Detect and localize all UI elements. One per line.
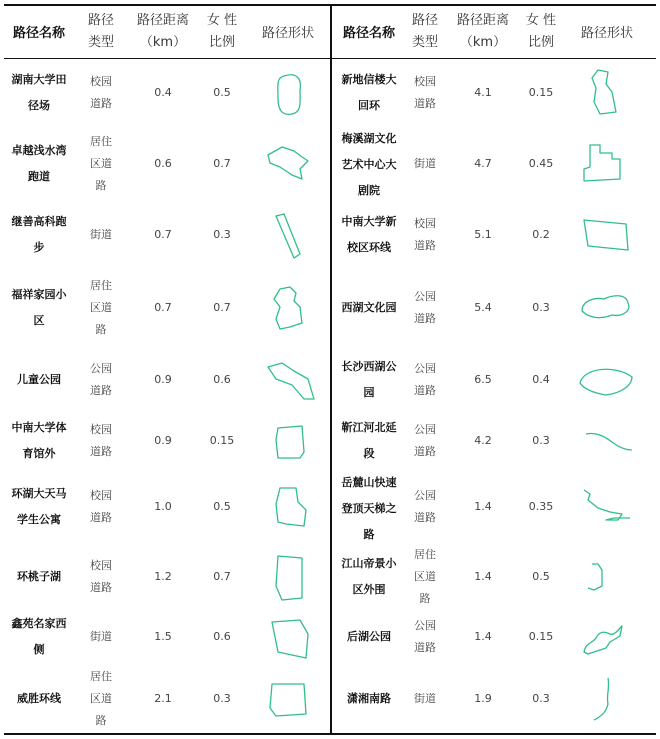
route-path: [586, 433, 632, 450]
route-path: [584, 220, 628, 250]
route-type-line: 校园: [414, 74, 436, 88]
route-type-line: 道路: [414, 511, 436, 524]
route-name-line: 段: [363, 447, 375, 460]
route-name-line: 儿童公园: [17, 373, 61, 386]
route-name-line: 区外围: [352, 582, 386, 596]
route-path: [584, 145, 620, 181]
route-shape-irregular-square: [262, 482, 322, 532]
route-path: [274, 287, 302, 329]
route-type-line: 道路: [90, 511, 112, 524]
route-type: [76, 131, 126, 197]
female-ratio: 0.7: [213, 569, 231, 583]
route-shape-svg: [572, 674, 640, 724]
route-shape-irregular-loop: [262, 139, 322, 189]
route-distance: 0.9: [154, 434, 172, 447]
route-type: [400, 286, 450, 330]
route-type: [76, 71, 126, 115]
route-name: [4, 686, 74, 712]
route-distance: 1.5: [154, 630, 172, 643]
female-ratio: 0.6: [213, 630, 231, 643]
route-type-line: 街道: [414, 692, 436, 705]
route-name: [334, 354, 404, 406]
route-name-line: 鑫苑名家西: [11, 617, 67, 630]
route-path: [276, 488, 306, 526]
route-type-line: 道路: [414, 96, 436, 110]
female-ratio: 0.3: [213, 228, 231, 241]
route-name-line: 梅溪湖文化: [341, 132, 397, 145]
route-shape-svg: [262, 552, 322, 602]
female-ratio: 0.45: [528, 157, 554, 170]
route-name-line: 步: [33, 241, 45, 254]
route-type-line: 道路: [90, 580, 112, 594]
route-type-line: 路: [419, 592, 431, 605]
route-name-line: 江山帝景小: [341, 556, 397, 570]
female-ratio: 0.2: [532, 228, 550, 241]
route-shape-svg: [572, 416, 640, 466]
route-type-line: 路: [95, 179, 107, 192]
route-type: [76, 666, 126, 732]
route-type: [400, 615, 450, 659]
route-type-line: 街道: [414, 157, 436, 170]
route-shape-arc-line: [572, 416, 640, 466]
route-name-line: 区: [33, 314, 45, 327]
route-name: [4, 209, 74, 261]
route-shape-wave-loop: [572, 612, 640, 662]
route-name: [4, 611, 74, 663]
route-type-line: 校园: [414, 217, 436, 230]
route-path: [276, 556, 302, 600]
route-type: [400, 71, 450, 115]
route-name-line: 环湖大天马: [11, 487, 67, 500]
female-ratio: 0.7: [213, 301, 231, 314]
route-type-line: 路: [95, 714, 107, 727]
route-name-line: 登顶天梯之: [341, 502, 397, 515]
route-shape-svg: [262, 416, 322, 466]
header-name-left: 路径名称: [12, 26, 65, 41]
route-type-line: 公园: [414, 489, 436, 502]
route-shape-rectangle-loop: [572, 210, 640, 260]
route-type-line: 道路: [414, 239, 436, 252]
female-ratio: 0.6: [213, 373, 231, 386]
route-path: [592, 70, 616, 114]
route-shape-svg: [262, 612, 322, 662]
female-ratio: 0.3: [532, 434, 550, 447]
route-name: [334, 415, 404, 467]
route-type-line: 居住: [90, 670, 112, 683]
route-name: [334, 67, 404, 119]
header-shape-left: 路径形状: [261, 26, 314, 41]
header-distance-right: 路径距离 （km）: [456, 13, 509, 50]
route-name-line: 福祥家园小: [11, 288, 67, 301]
route-type-line: 道路: [414, 312, 436, 325]
route-name-line: 继善高科跑: [11, 215, 67, 228]
route-name-line: 潇湘南路: [347, 692, 391, 705]
route-name: [334, 209, 404, 261]
route-name: [4, 415, 74, 467]
route-distance: 4.7: [474, 157, 492, 170]
route-name-line: 卓越浅水湾: [11, 144, 67, 157]
route-name: [334, 470, 404, 548]
route-name-line: 园: [363, 386, 375, 399]
route-name-line: 跑道: [28, 170, 50, 183]
route-name-line: 环桃子湖: [17, 569, 61, 583]
route-name: [334, 295, 404, 321]
route-shape-svg: [262, 355, 322, 405]
route-distance: 0.7: [154, 228, 172, 241]
route-shape-svg: [262, 283, 322, 333]
route-type: [400, 485, 450, 529]
route-shape-svg: [572, 283, 640, 333]
female-ratio: 0.5: [213, 85, 231, 99]
route-distance: 4.2: [474, 434, 492, 447]
route-name-line: 西湖文化园: [341, 301, 397, 314]
route-distance: 2.1: [154, 692, 172, 705]
route-type: [76, 555, 126, 599]
route-shape-wide-rectangle: [262, 674, 322, 724]
route-type: [76, 485, 126, 529]
female-ratio: 0.15: [528, 630, 554, 643]
route-type-line: 区道: [90, 301, 112, 314]
route-path: [588, 564, 602, 590]
route-shape-svg: [262, 68, 322, 118]
header-female-left: 女 性 比例: [206, 13, 238, 50]
route-distance: 4.1: [474, 85, 492, 99]
route-distance: 0.6: [154, 157, 172, 170]
route-type-line: 道路: [90, 96, 112, 110]
route-type-line: 公园: [414, 362, 436, 375]
route-distance: 1.4: [474, 500, 492, 513]
route-name-line: 长沙西湖公: [341, 360, 397, 373]
route-name-line: 威胜环线: [17, 692, 61, 705]
route-distance: 1.4: [474, 630, 492, 643]
route-distance: 1.9: [474, 692, 492, 705]
route-name-line: 校区环线: [347, 241, 391, 254]
route-path: [584, 490, 630, 520]
female-ratio: 0.35: [528, 500, 554, 513]
route-type: [76, 419, 126, 463]
route-path: [270, 684, 306, 716]
route-shape-svg: [572, 612, 640, 662]
route-type-line: 街道: [90, 630, 112, 643]
route-shape-diagonal-strip: [262, 210, 322, 260]
route-type-line: 公园: [414, 423, 436, 436]
route-shape-cloud-loop: [572, 283, 640, 333]
route-path: [278, 74, 301, 114]
route-shape-blob-loop: [262, 283, 322, 333]
route-type-line: 路: [95, 323, 107, 336]
female-ratio: 0.3: [532, 301, 550, 314]
route-name: [334, 686, 404, 712]
route-type-line: 校园: [90, 423, 112, 436]
route-name: [4, 282, 74, 334]
route-type-line: 道路: [414, 641, 436, 654]
route-type-line: 校园: [90, 489, 112, 502]
route-shape-svg: [572, 552, 640, 602]
route-shape-slanted-square: [262, 612, 322, 662]
route-shape-rounded-square: [262, 416, 322, 466]
header-shape-right: 路径形状: [580, 26, 633, 41]
route-type-line: 道路: [414, 384, 436, 397]
route-distance: 6.5: [474, 373, 492, 386]
route-type: [400, 688, 450, 710]
route-distance: 0.4: [154, 85, 172, 99]
route-name: [4, 367, 74, 393]
route-type-line: 居住: [90, 135, 112, 148]
route-name-line: 径场: [28, 98, 50, 112]
route-name-line: 岳麓山快速: [341, 476, 397, 489]
route-path: [268, 147, 308, 179]
route-path: [594, 678, 609, 720]
route-shape-svg: [572, 210, 640, 260]
route-shape-hook-line: [572, 552, 640, 602]
female-ratio: 0.7: [213, 157, 231, 170]
route-name-line: 侧: [33, 643, 45, 656]
route-shape-tall-rectangle: [262, 552, 322, 602]
route-name-line: 中南大学体: [11, 421, 67, 434]
route-name-line: 新地信楼大: [341, 72, 397, 86]
route-name: [4, 138, 74, 190]
route-shape-oval-loop: [262, 68, 322, 118]
route-type: [400, 358, 450, 402]
route-type: [76, 358, 126, 402]
route-name-line: 中南大学新: [341, 215, 397, 228]
route-name-line: 剧院: [358, 184, 380, 197]
route-name-line: 学生公寓: [17, 513, 61, 526]
route-name-line: 回环: [358, 98, 380, 112]
route-shape-wedge-loop: [262, 355, 322, 405]
female-ratio: 0.5: [532, 569, 550, 583]
route-shape-vertical-loop: [572, 68, 640, 118]
route-shape-svg: [262, 674, 322, 724]
route-path: [582, 296, 629, 318]
route-type-line: 区道: [414, 570, 436, 583]
header-distance-left: 路径距离 （km）: [136, 13, 189, 50]
route-type-line: 校园: [90, 558, 112, 572]
route-shape-dome-loop: [572, 355, 640, 405]
route-name-line: 艺术中心大: [341, 158, 397, 171]
route-name: [334, 551, 404, 603]
route-shape-svg: [262, 139, 322, 189]
route-distance: 5.1: [474, 228, 492, 241]
header-name-right: 路径名称: [342, 26, 395, 41]
route-shape-vertical-line: [572, 674, 640, 724]
route-name: [4, 481, 74, 533]
route-shape-svg: [572, 482, 640, 532]
route-type-line: 街道: [90, 228, 112, 241]
route-type-line: 道路: [90, 384, 112, 397]
route-type-line: 公园: [90, 362, 112, 375]
route-name-line: 靳江河北延: [341, 421, 397, 434]
route-name-line: 路: [363, 528, 375, 541]
route-path: [272, 620, 308, 658]
route-type: [76, 224, 126, 246]
route-type-line: 居住: [414, 548, 436, 561]
route-type-line: 公园: [414, 290, 436, 303]
female-ratio: 0.3: [213, 692, 231, 705]
route-shape-svg: [262, 210, 322, 260]
route-type-line: 道路: [90, 445, 112, 458]
route-type: [400, 544, 450, 610]
route-name-line: 育馆外: [22, 447, 56, 460]
route-shape-zigzag-line: [572, 482, 640, 532]
route-distance: 0.9: [154, 373, 172, 386]
header-type-left: 路径 类型: [87, 13, 114, 50]
header-type-right: 路径 类型: [411, 13, 438, 50]
route-name: [4, 67, 74, 119]
route-type-line: 区道: [90, 157, 112, 170]
route-shape-stepped-loop: [572, 139, 640, 189]
female-ratio: 0.15: [528, 85, 554, 99]
route-type: [400, 153, 450, 175]
route-distance: 0.7: [154, 301, 172, 314]
route-distance: 1.2: [154, 569, 172, 583]
column-divider: [330, 4, 332, 735]
route-type-line: 居住: [90, 279, 112, 292]
route-type-line: 道路: [414, 445, 436, 458]
female-ratio: 0.15: [209, 434, 235, 447]
route-path: [276, 426, 304, 458]
route-path: [584, 626, 622, 654]
route-distance: 1.4: [474, 569, 492, 583]
route-distance: 1.0: [154, 500, 172, 513]
route-path: [268, 363, 314, 399]
female-ratio: 0.5: [213, 500, 231, 513]
route-name-line: 湖南大学田: [11, 72, 67, 86]
female-ratio: 0.3: [532, 692, 550, 705]
route-distance: 5.4: [474, 301, 492, 314]
route-path: [580, 369, 632, 395]
route-type-line: 校园: [90, 74, 112, 88]
route-path: [276, 214, 300, 258]
route-name-line: 后湖公园: [347, 630, 391, 643]
header-female-right: 女 性 比例: [525, 13, 557, 50]
route-shape-svg: [572, 68, 640, 118]
route-type: [76, 626, 126, 648]
route-type: [400, 213, 450, 257]
route-name: [334, 126, 404, 204]
route-type-line: 区道: [90, 692, 112, 705]
route-type: [76, 275, 126, 341]
route-name: [334, 624, 404, 650]
route-shape-svg: [572, 139, 640, 189]
female-ratio: 0.4: [532, 373, 550, 386]
route-type-line: 公园: [414, 619, 436, 632]
route-shape-svg: [262, 482, 322, 532]
route-type: [400, 419, 450, 463]
route-name: [4, 564, 74, 590]
route-shape-svg: [572, 355, 640, 405]
